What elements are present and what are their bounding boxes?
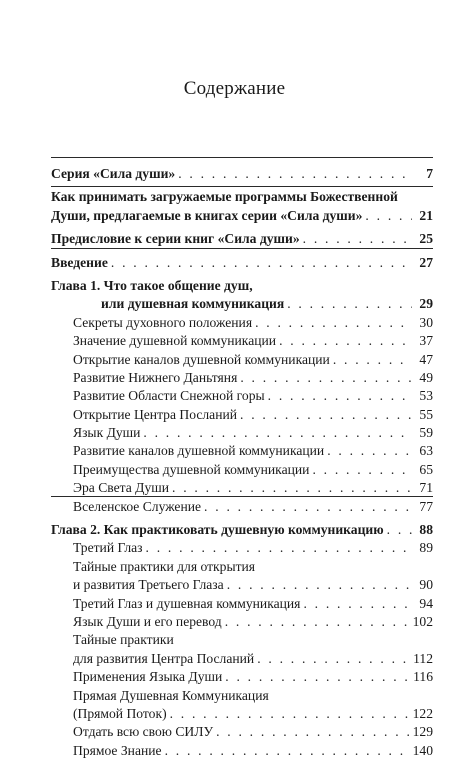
toc-chapter[interactable]: или душевная коммуникация . . . 29 [51,295,433,313]
toc-subentry[interactable]: Значение душевной коммуникации . . . 37 [51,332,433,350]
dot-leader [303,230,412,248]
toc-subentry[interactable]: Открытие каналов душевной коммуникации . . . 47 [51,351,433,369]
toc-subentry[interactable]: Тайные практики [73,632,174,648]
dot-leader [216,723,410,741]
dot-leader [178,165,412,183]
dot-leader [312,461,412,479]
dot-leader [172,479,412,497]
dot-leader [257,650,410,668]
toc-subentry[interactable]: для развития Центра Посланий . . . 112 [51,650,433,668]
toc-subentry[interactable]: Вселенское Служение . . . 77 [51,498,433,516]
toc-entry[interactable]: Серия «Сила души» . . . 7 [51,165,433,183]
toc-subentry[interactable]: Развитие каналов душевной коммуникации . . . 63 [51,442,433,460]
dot-leader [268,387,412,405]
divider [51,248,433,249]
toc-subentry[interactable]: и развития Третьего Глаза . . . 90 [51,576,433,594]
divider [51,186,433,187]
dot-leader [333,351,412,369]
toc-entry[interactable]: Души, предлагаемые в книгах серии «Сила души» . . . 21 [51,207,433,225]
toc-entry[interactable]: Введение . . . 27 [51,254,433,272]
toc-subentry[interactable]: Язык Души и его перевод . . . 102 [51,613,433,631]
dot-leader [146,539,412,557]
dot-leader [225,668,410,686]
toc-subentry[interactable]: Третий Глаз . . . 89 [51,539,433,557]
dot-leader [279,332,412,350]
dot-leader [287,295,412,313]
toc-subentry[interactable]: Язык Души . . . 59 [51,424,433,442]
toc-subentry[interactable]: Секреты духовного положения . . . 30 [51,314,433,332]
toc-chapter[interactable]: Глава 1. Что такое общение душ, [51,277,253,293]
divider [51,157,433,158]
toc-subentry[interactable]: Развитие Области Снежной горы . . . 53 [51,387,433,405]
toc-entry[interactable]: Как принимать загружаемые программы Божественной [51,189,398,205]
toc-subentry[interactable]: Прямое Знание . . . 140 [51,742,433,760]
dot-leader [387,521,412,539]
toc-subentry[interactable]: Эра Света Души . . . 71 [51,479,433,497]
toc-subentry[interactable]: Прямая Душевная Коммуникация [73,687,269,703]
toc-subentry[interactable]: Тайные практики для открытия [73,558,256,574]
toc-subentry[interactable]: Применения Языка Души . . . 116 [51,668,433,686]
dot-leader [227,576,412,594]
dot-leader [170,705,410,723]
page-title: Содержание [183,78,286,99]
dot-leader [240,369,412,387]
dot-leader [255,314,412,332]
dot-leader [303,595,412,613]
toc-subentry[interactable]: Третий Глаз и душевная коммуникация . . . 94 [51,595,433,613]
toc-chapter[interactable]: Глава 2. Как практиковать душевную коммуникацию . . . 88 [51,521,433,539]
toc-subentry[interactable]: (Прямой Поток) . . . 122 [51,705,433,723]
dot-leader [111,254,412,272]
toc-subentry[interactable]: Открытие Центра Посланий . . . 55 [51,406,433,424]
toc-subentry[interactable]: Развитие Нижнего Даньтяня . . . 49 [51,369,433,387]
toc-subentry[interactable]: Преимущества душевной коммуникации . . . 65 [51,461,433,479]
dot-leader [204,498,412,516]
table-of-contents [51,165,433,760]
dot-leader [365,207,412,225]
dot-leader [327,442,412,460]
dot-leader [143,424,412,442]
dot-leader [225,613,410,631]
toc-subentry[interactable]: Отдать всю свою СИЛУ . . . 129 [51,723,433,741]
toc-entry[interactable]: Предисловие к серии книг «Сила души» . . . 25 [51,230,433,248]
dot-leader [240,406,412,424]
dot-leader [165,742,410,760]
divider [51,496,433,497]
